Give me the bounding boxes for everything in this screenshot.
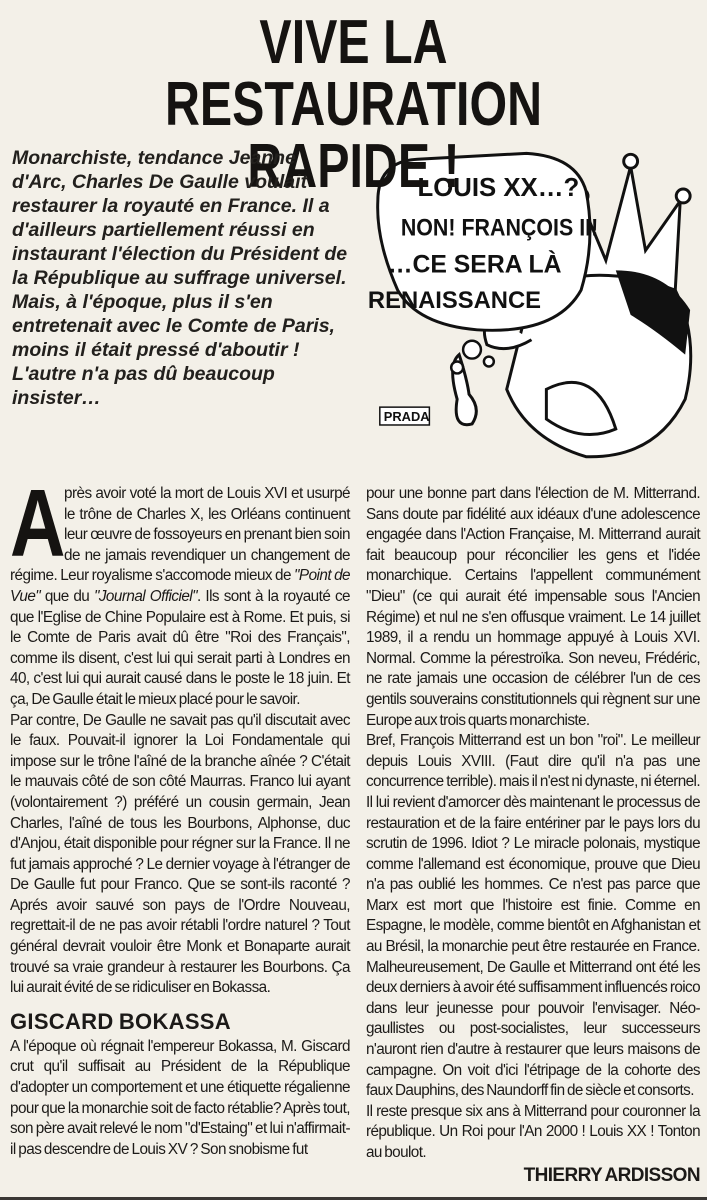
article-column-left bbox=[10, 470, 351, 1160]
article-column-right bbox=[366, 484, 700, 1186]
paragraph-3: A l'époque où régnait l'empereur Bokassa, M. Giscard crut qu'il suffisait au Président de la République d'adopter un comportement et une étiquette régalienne pour que la monarchie soit de facto rétablie? Après tout, son père avait relevé le nom "d'Estaing" et lui n'affirmait-il pas descendre de Louis XV ? Son snobisme fut bbox=[10, 1037, 350, 1158]
paragraph-3-continued: pour une bonne part dans l'élection de M. Mitterrand. Sans doute par fidélité aux idéaux d'une adolescence engagée dans l'Action Française, M. Mitterrand aurait fait beaucoup pour réconcilier les gens et l'idée monarchique. Certains l'appellent communément "Dieu" (ce qui aurait été impensable sous l'Ancien Régime) et nul ne s'en offusque vraiment. Le 14 juillet 1989, il a rendu un hommage appuyé à Louis XVI. Normal. Comme la pérestroïka. Son neveu, Frédéric, ne rate jamais une occasion de célébrer l'un de ces gentils souverains constitutionnels qui règnent sur une Europe aux trois quarts monarchiste. bbox=[366, 485, 700, 729]
bubble-text-4: RENAISSANCE bbox=[367, 286, 542, 314]
author-byline: THIERRY ARDISSON bbox=[523, 1164, 700, 1186]
p1-italic-title-1: "Point de Vue" bbox=[10, 567, 350, 605]
drop-cap-letter: A bbox=[10, 470, 66, 577]
bubble-text-1: LOUIS XX…? bbox=[417, 173, 580, 202]
headline-line-2: RESTAURATION RAPIDE ! bbox=[164, 70, 543, 201]
drop-cap bbox=[10, 470, 66, 577]
paragraph-5: Il reste presque six ans à Mitterrand pour couronner la république. Un Roi pour l'An 2000 ! Louis XX ! Tonton au boulot. bbox=[366, 1102, 700, 1161]
p1-text: près avoir voté la mort de Louis XVI et usurpé le trône de Charles X, les Orléans continuent leur œuvre de fossoyeurs en prenant bien soin de ne jamais revendiquer un changement de régime. Leur royalisme s'accomode mieux de bbox=[10, 485, 350, 585]
paragraph-4: Bref, François Mitterrand est un bon "roi". Le meilleur depuis Louis XVIII. (Faut dire qu'il n'a pas une concurrence terrible). mais il n'est ni dynaste, ni éternel. Il lui revient d'amorcer dès maintenant le processus de restauration et de la faire entériner par le pays lors du scrutin de 1996. Idiot ? Le miracle polonais, mystique comme l'allemand est économique, prouve que Dieu n'a pas oublié les hommes. Ce n'est pas parce que Marx est mort que l'histoire est finie. Comme en Espagne, le modèle, comme bientôt en Afghanistan et au Brésil, la monarchie peut être restaurée en France. Malheureusement, De Gaulle et Mitterrand ont été les deux derniers à avoir été suffisamment influencés roico dans leur jeunesse pour pouvoir l'envisager. Néo-gaullistes ou post-socialistes, leur successeurs n'auront rien d'autre à restaurer que leurs maisons de campagne. On voit d'ici l'étripage de la cohorte des faux Dauphins, des Naundorff fin de siècle et consorts. bbox=[366, 732, 700, 1100]
intro-chapo: Monarchiste, tendance Jeanne d'Arc, Charles De Gaulle voulait restaurer la royauté en France. Il a d'ailleurs partiellement réussi en instaurant l'élection du Président de la République au suffrage universel. Mais, à l'époque, plus il s'en entretenait avec le Comte de Paris, moins il était pressé d'aboutir ! L'autre n'a pas dû beaucoup insister… bbox=[12, 147, 348, 409]
cartoonist-signature: PRADA bbox=[383, 409, 430, 425]
paragraph-2: Par contre, De Gaulle ne savait pas qu'il discutait avec le faux. Pouvait-il ignorer la Loi Fondamentale qui impose sur le trône l'aîné de la branche aînée ? C'était le mauvais côté de son côté Maurras. Franco lui ayant (volontairement ?) préféré un cousin germain, Jean Charles, l'aîné de tous les Bourbons, Alphonse, duc d'Anjou, était disponible pour régner sur la France. Il ne fut jamais approché ? Le dernier voyage à l'étranger de De Gaulle fut pour Franco. Que se sont-ils raconté ? Aprés avoir sauvé son pays de l'Ordre Nouveau, regrettait-il de ne pas avoir rétabli l'ordre naturel ? Tout général devrait vouloir être Monk et Bonaparte aurait trouvé sa vraie grandeur à restaurer les Bourbons. Ça lui aurait évité de se ridiculiser en Bokassa. bbox=[10, 711, 350, 997]
paragraph-1 bbox=[10, 470, 351, 711]
subheading: GISCARD BOKASSA bbox=[10, 1008, 231, 1034]
bubble-text-3: …CE SERA LÀ bbox=[387, 251, 562, 279]
p1-text-end: . Ils sont à la royauté ce que l'Eglise de Chine Populaire est à Rome. Et puis, si le Comte de Paris avait dû être "Roi des Français", comme ils disent, c'est lui qui serait parti à Londres en 40, c'est lui qui aurait causé dans le poste le 18 juin. Et ça, De Gaulle était le mieux placé pour le savoir. bbox=[10, 587, 351, 708]
p1-italic-title-2: "Journal Officiel" bbox=[93, 587, 198, 605]
bubble-text-2: NON! FRANÇOIS II! bbox=[400, 214, 599, 241]
p1-text-mid: que du bbox=[40, 587, 94, 605]
headline-line-1: VIVE LA bbox=[259, 8, 448, 77]
